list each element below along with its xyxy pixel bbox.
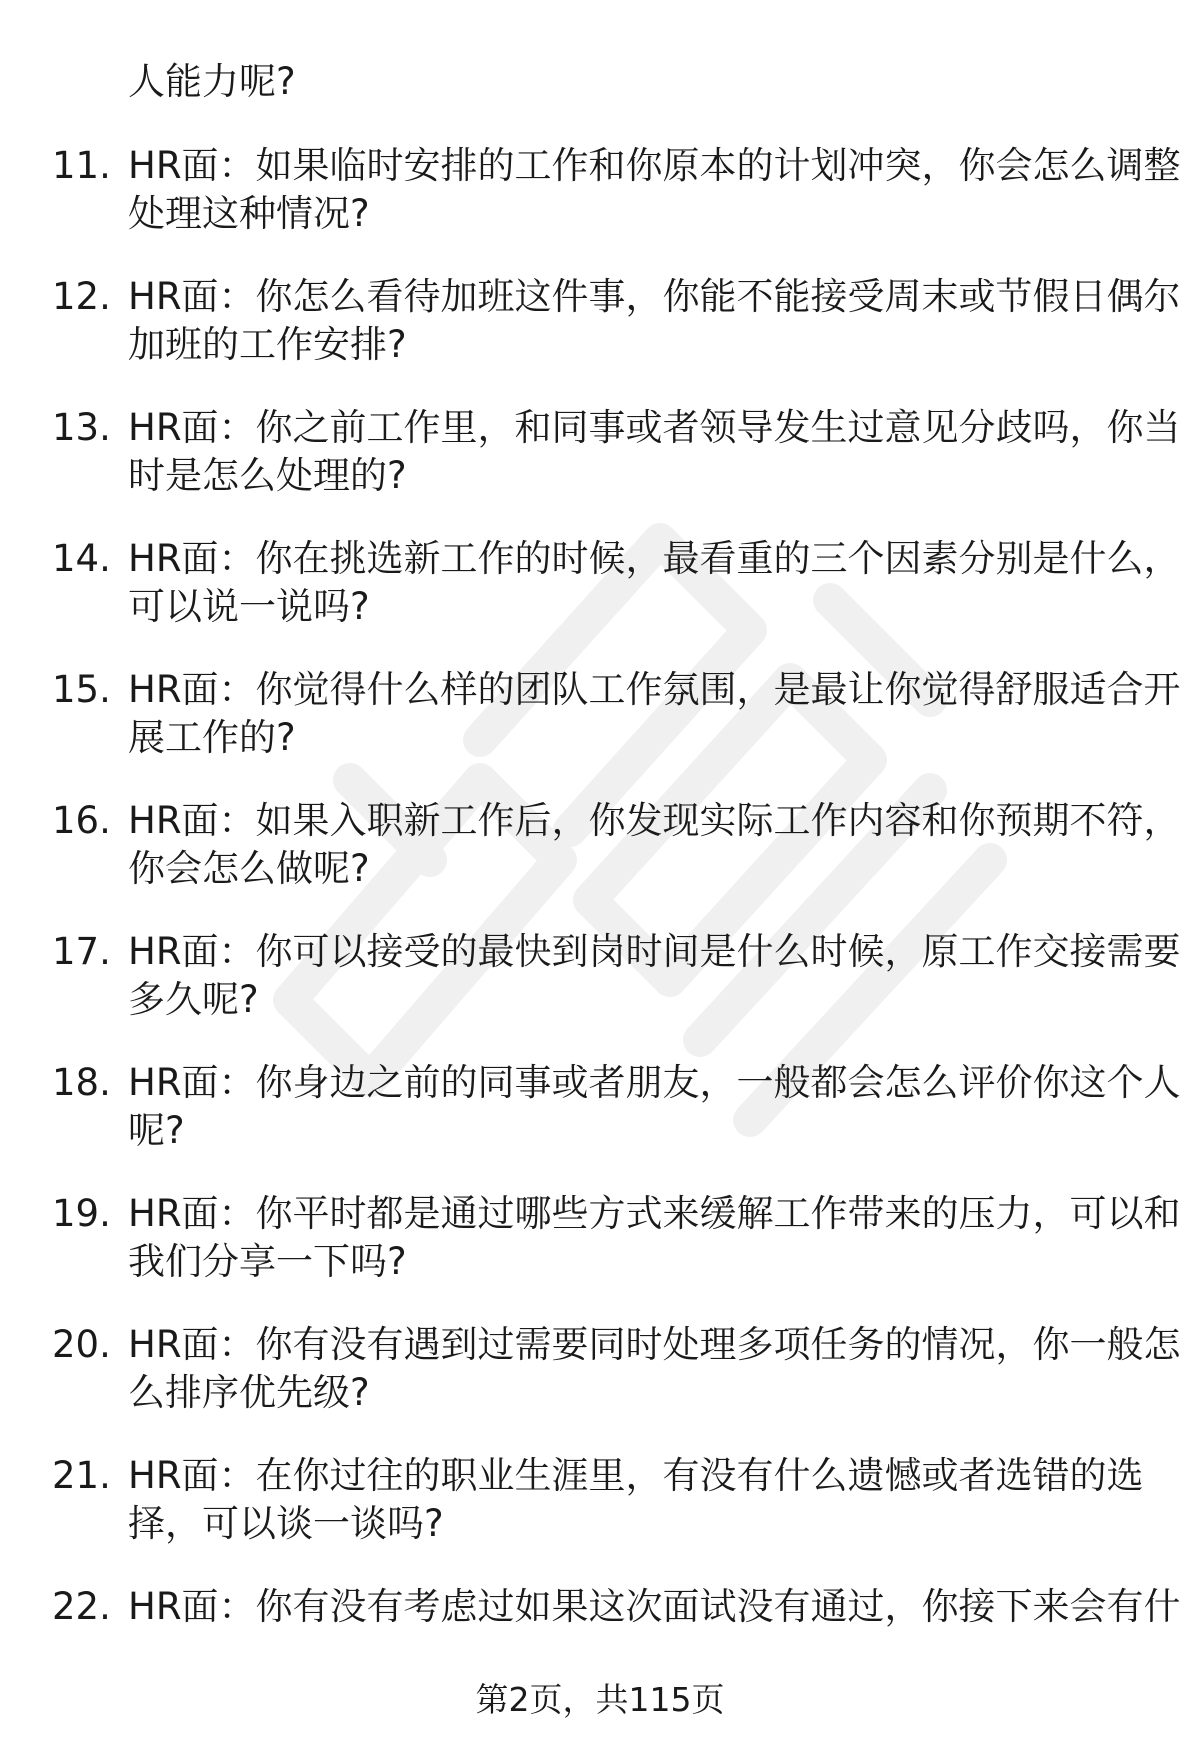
page-footer: 第2页，共115页	[475, 1680, 725, 1719]
question-number: 17.	[52, 930, 111, 973]
question-text-line: HR面：你身边之前的同事或者朋友，一般都会怎么评价你这个人	[128, 1061, 1181, 1104]
question-text	[128, 142, 1181, 238]
question-item	[0, 535, 1200, 666]
question-text-line: HR面：你有没有考虑过如果这次面试没有通过，你接下来会有什	[128, 1585, 1181, 1628]
question-text-line: HR面：你之前工作里，和同事或者领导发生过意见分歧吗，你当	[128, 406, 1181, 449]
question-text	[128, 797, 1181, 893]
continuation-line: 人能力呢?	[128, 60, 296, 103]
question-text-line: HR面：如果临时安排的工作和你原本的计划冲突，你会怎么调整	[128, 144, 1181, 187]
question-text-line: HR面：你有没有遇到过需要同时处理多项任务的情况，你一般怎	[128, 1323, 1181, 1366]
question-number: 18.	[52, 1061, 111, 1104]
question-number: 22.	[52, 1585, 111, 1628]
question-text	[128, 1583, 1181, 1631]
question-number: 13.	[52, 406, 111, 449]
question-text-line: 处理这种情况?	[128, 192, 370, 235]
question-text-line: 多久呢?	[128, 978, 259, 1021]
question-number: 21.	[52, 1454, 111, 1497]
question-item	[0, 666, 1200, 797]
question-text-line: HR面：你怎么看待加班这件事，你能不能接受周末或节假日偶尔	[128, 275, 1181, 318]
question-text-line: HR面：你觉得什么样的团队工作氛围，是最让你觉得舒服适合开	[128, 668, 1181, 711]
question-text-line: HR面：你可以接受的最快到岗时间是什么时候，原工作交接需要	[128, 930, 1181, 973]
question-text-line: 呢?	[128, 1109, 185, 1152]
question-text-line: 加班的工作安排?	[128, 323, 407, 366]
question-number: 20.	[52, 1323, 111, 1366]
question-item	[0, 797, 1200, 928]
question-text-line: 展工作的?	[128, 716, 296, 759]
question-text-line: 我们分享一下吗?	[128, 1240, 407, 1283]
question-text-line: 你会怎么做呢?	[128, 847, 370, 890]
question-number: 11.	[52, 144, 111, 187]
question-text	[128, 1190, 1181, 1286]
question-item	[0, 273, 1200, 404]
question-text	[128, 1452, 1158, 1548]
question-item	[0, 928, 1200, 1059]
question-text	[128, 535, 1181, 631]
question-item	[0, 1321, 1200, 1452]
question-text-line: HR面：如果入职新工作后，你发现实际工作内容和你预期不符，	[128, 799, 1181, 842]
question-text	[128, 273, 1181, 369]
question-number: 19.	[52, 1192, 111, 1235]
question-number: 15.	[52, 668, 111, 711]
question-item	[0, 1452, 1200, 1583]
question-item	[0, 1059, 1200, 1190]
question-text-line: 时是怎么处理的?	[128, 454, 407, 497]
question-text	[128, 928, 1181, 1024]
question-text-line: HR面：在你过往的职业生涯里，有没有什么遗憾或者选错的选	[128, 1454, 1144, 1497]
question-number: 14.	[52, 537, 111, 580]
question-text-line: 么排序优先级?	[128, 1371, 370, 1414]
question-item	[0, 1190, 1200, 1321]
question-item	[0, 142, 1200, 273]
question-text	[128, 1321, 1181, 1417]
question-text-line: 择，可以谈一谈吗?	[128, 1502, 444, 1545]
question-item	[0, 404, 1200, 535]
question-number: 16.	[52, 799, 111, 842]
question-text	[128, 1059, 1181, 1155]
question-list	[0, 142, 1200, 1714]
question-number: 12.	[52, 275, 111, 318]
question-text	[128, 404, 1181, 500]
question-text	[128, 666, 1181, 762]
question-text-line: 可以说一说吗?	[128, 585, 370, 628]
question-text-line: HR面：你在挑选新工作的时候，最看重的三个因素分别是什么，	[128, 537, 1181, 580]
question-text-line: HR面：你平时都是通过哪些方式来缓解工作带来的压力，可以和	[128, 1192, 1181, 1235]
